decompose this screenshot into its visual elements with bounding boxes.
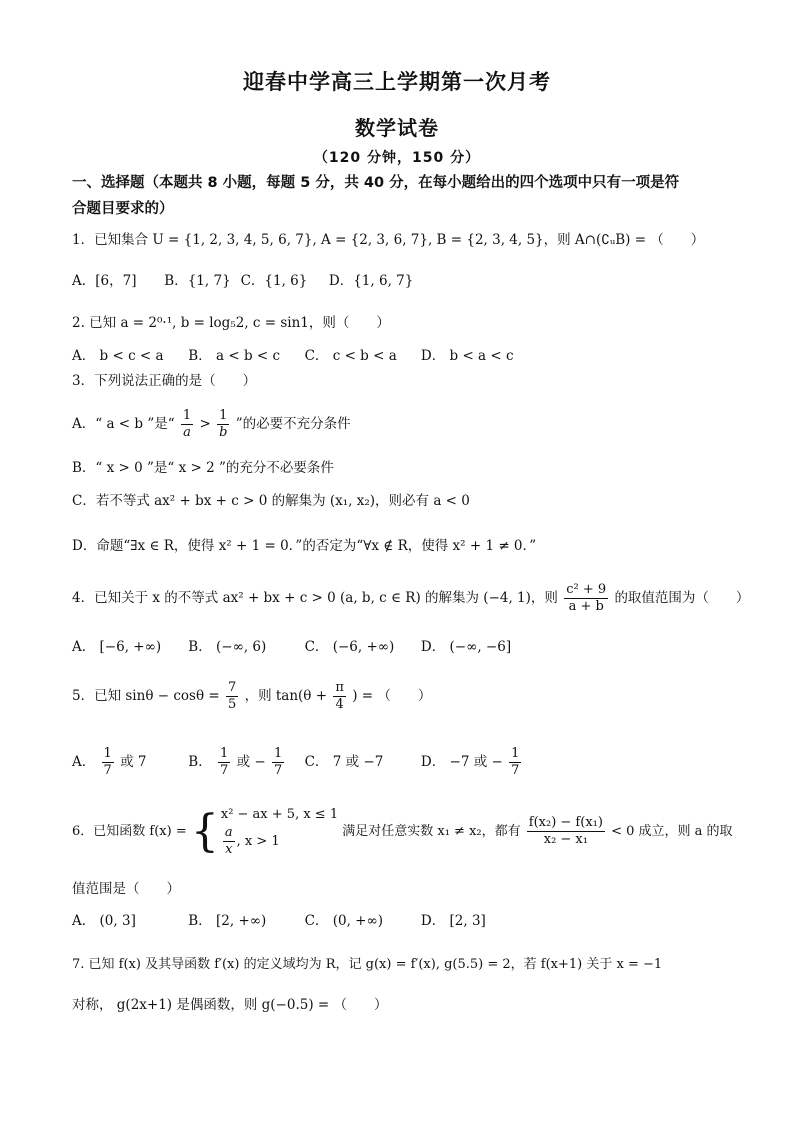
q1-options — [72, 271, 413, 291]
q5-stem-post: ) = （ ） — [352, 688, 432, 704]
q4-options — [72, 637, 511, 657]
q2-stem: 2. 已知 a = 2⁰·¹, b = log₅2, c = sin1，则（ ） — [72, 315, 390, 331]
q5-option-c: C． 7 或 −7 — [304, 754, 384, 770]
q2-options — [72, 346, 514, 366]
fraction-denominator: 5 — [228, 697, 237, 712]
exam-title: 迎春中学高三上学期第一次月考 — [243, 70, 551, 94]
q5-option-b-fraction-1 — [218, 746, 230, 779]
fraction-denominator: 7 — [511, 763, 520, 778]
q6-fraction — [527, 815, 605, 848]
q1-option-c: C．{1, 6} — [240, 273, 308, 289]
q3-option-c: C．若不等式 ax² + bx + c > 0 的解集为 (x₁, x₂)，则必有 a < 0 — [72, 493, 470, 509]
q6-stem — [72, 805, 733, 858]
fraction-denominator: b — [219, 425, 228, 440]
q1-option-b: B．{1, 7} — [164, 273, 231, 289]
piecewise-case-1: x² − ax + 5, x ≤ 1 — [220, 807, 339, 822]
q4-option-d: D． (−∞, −6] — [420, 639, 512, 655]
fraction-denominator: a — [183, 425, 191, 440]
q6-option-a: A． (0, 3] — [72, 913, 136, 929]
piecewise-fraction — [223, 825, 235, 858]
q6-option-b: B． [2, +∞) — [188, 913, 267, 929]
q3-option-b: B．“ x > 0 ”是“ x > 2 ”的充分不必要条件 — [72, 460, 334, 476]
fraction-numerator: 1 — [511, 746, 520, 761]
fraction-numerator: 1 — [103, 746, 112, 761]
q4-option-b: B． (−∞, 6) — [188, 639, 267, 655]
q6-options — [72, 911, 486, 931]
fraction-denominator: 7 — [103, 763, 112, 778]
q5-stem — [72, 680, 431, 713]
exam-subtitle: 数学试卷 — [355, 116, 439, 140]
q5-option-b-label: B． — [188, 754, 212, 770]
q7-stem-line1: 7. 已知 f(x) 及其导函数 f′(x) 的定义域均为 R，记 g(x) = f′(x), g(5.5) = 2，若 f(x+1) 关于 x = −1 — [72, 957, 663, 972]
q6-option-c: C． (0, +∞) — [304, 913, 383, 929]
fraction-numerator: a — [224, 825, 233, 840]
q5-option-b-mid: 或 − — [236, 754, 266, 770]
q3-fraction-1-over-b — [217, 408, 229, 441]
fraction-denominator: a + b — [568, 599, 604, 614]
fraction-numerator: 1 — [219, 408, 228, 423]
q3-option-a — [72, 408, 351, 441]
fraction-denominator: 7 — [274, 763, 283, 778]
fraction-numerator: f(x₂) − f(x₁) — [528, 815, 603, 830]
q2-option-d: D． b < a < c — [420, 348, 514, 364]
fraction-numerator: π — [335, 680, 344, 695]
q3-option-d: D．命题“∃x ∈ R，使得 x² + 1 = 0．”的否定为“∀x ∉ R，使得 x² + 1 ≠ 0．” — [72, 538, 537, 554]
q4-option-a: A． [−6, +∞) — [72, 639, 162, 655]
q5-fraction-7-over-5 — [226, 680, 238, 713]
q5-option-a-post: 或 7 — [120, 754, 147, 770]
q6-piecewise — [191, 805, 338, 858]
exam-meta: （120 分钟，150 分） — [313, 150, 481, 166]
q3-stem: 3．下列说法正确的是（ ） — [72, 373, 257, 389]
q6-option-d: D． [2, 3] — [420, 913, 486, 929]
q5-option-a-fraction — [102, 746, 114, 779]
q3-option-a-post: ”的必要不充分条件 — [235, 416, 351, 432]
q5-option-d-pre: D． −7 或 − — [420, 754, 503, 770]
q6-stem-mid: 满足对任意实数 x₁ ≠ x₂，都有 — [342, 824, 521, 839]
fraction-numerator: c² + 9 — [566, 582, 607, 597]
q5-option-a — [72, 746, 184, 779]
q5-option-d — [421, 746, 524, 779]
q5-options — [72, 746, 523, 779]
q3-option-a-pre: A．“ a < b ”是“ — [72, 416, 175, 432]
fraction-denominator: 4 — [335, 697, 344, 712]
fraction-numerator: 1 — [182, 408, 192, 423]
q6-stem-post: < 0 成立，则 a 的取 — [611, 824, 733, 839]
q3-fraction-1-over-a — [181, 408, 193, 441]
q1-option-a: A．[6，7] — [72, 273, 137, 289]
q4-stem — [72, 582, 749, 615]
q5-stem-pre: 5．已知 sinθ − cosθ = — [72, 688, 220, 704]
fraction-denominator: x — [225, 842, 233, 857]
piecewise-cases — [221, 805, 338, 858]
fraction-numerator: 1 — [274, 746, 283, 761]
fraction-numerator: 7 — [228, 680, 237, 695]
q5-option-a-label: A． — [72, 754, 96, 770]
q4-fraction — [564, 582, 608, 615]
q2-option-c: C． c < b < a — [304, 348, 397, 364]
greater-than-sign: > — [199, 416, 211, 432]
q4-option-c: C． (−6, +∞) — [304, 639, 395, 655]
q5-option-b — [188, 746, 300, 779]
fraction-numerator: 1 — [220, 746, 229, 761]
piecewise-case-2-cond: , x > 1 — [236, 833, 280, 849]
q4-stem-pre: 4．已知关于 x 的不等式 ax² + bx + c > 0 (a, b, c ∈ R) 的解集为 (−4, 1)，则 — [72, 590, 558, 606]
piecewise-case-2 — [221, 825, 338, 858]
q6-stem-pre: 6．已知函数 f(x) = — [72, 824, 187, 839]
section-heading-line1: 一、选择题（本题共 8 小题，每题 5 分，共 40 分，在每小题给出的四个选项中只有一项是符 — [72, 175, 680, 191]
q5-option-b-fraction-2 — [272, 746, 284, 779]
q4-stem-post: 的取值范围为（ ） — [614, 590, 750, 606]
q5-fraction-pi-over-4 — [333, 680, 346, 713]
left-brace: { — [190, 805, 219, 857]
q1-stem: 1．已知集合 U = {1, 2, 3, 4, 5, 6, 7}, A = {2, 3, 6, 7}, B = {2, 3, 4, 5}，则 A∩(∁ᵤB) = （ ） — [72, 232, 705, 248]
q6-stem-line2: 值范围是（ ） — [72, 881, 180, 897]
q7-stem-line2: 对称， g(2x+1) 是偶函数，则 g(−0.5) = （ ） — [72, 997, 388, 1013]
q5-option-d-fraction — [509, 746, 521, 779]
q5-stem-mid: ，则 tan(θ + — [244, 688, 328, 704]
q2-option-b: B． a < b < c — [188, 348, 281, 364]
fraction-denominator: x₂ − x₁ — [543, 832, 588, 847]
section-heading-line2: 合题目要求的） — [72, 201, 174, 217]
section-heading — [72, 170, 732, 222]
fraction-denominator: 7 — [220, 763, 229, 778]
q2-option-a: A． b < c < a — [72, 348, 164, 364]
q1-option-d: D．{1, 6, 7} — [328, 273, 414, 289]
